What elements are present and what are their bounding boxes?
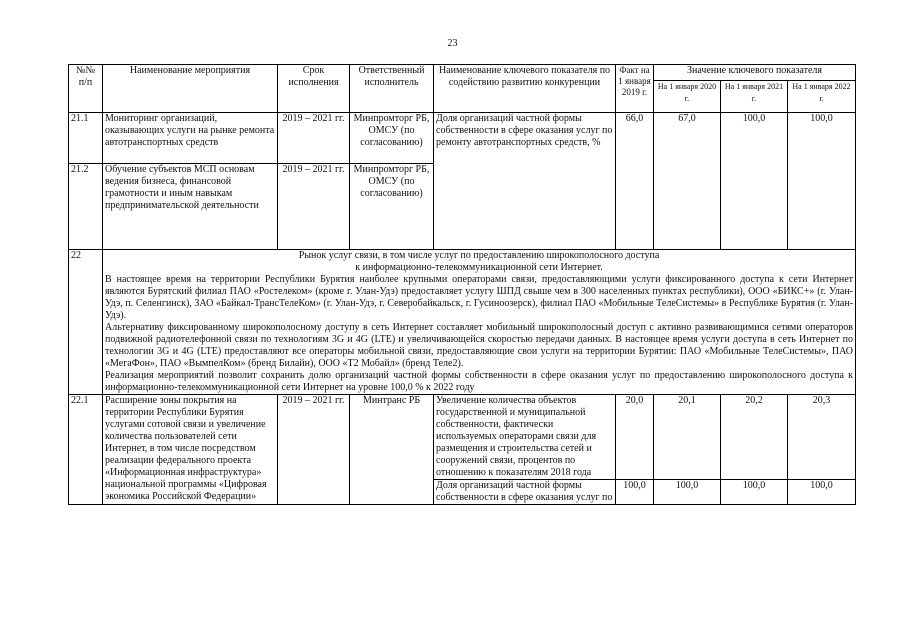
measure-name: Расширение зоны покрытия на территории Республики Бурятия услугами сотовой связи и увеличение количества пользователей сети Интернет, в том числе посредством реализации федерального проекта «Информационная инфраструктура» национальной программы «Цифровая экономика Российской Федерации» <box>103 395 278 505</box>
measure-term: 2019 – 2021 гг. <box>278 395 350 505</box>
section-title-line-2: к информационно-телекоммуникационной сети Интернет. <box>355 262 603 273</box>
table-row-22-1-a <box>69 395 856 480</box>
measure-name: Мониторинг организаций, оказывающих услуги на рынке ремонта автотранспортных средств <box>103 113 278 164</box>
section-paragraph-3: Реализация мероприятий позволит сохранить долю организаций частной формы собственности в сфере оказания услуг по предоставлению широкополосного доступа к информационно-телекоммуникационной сети Интернет на уровне 100,0 % к 2022 году <box>105 370 854 393</box>
header-year-2020: На 1 января 2020 г. <box>654 81 721 113</box>
indicator-name: Увеличение количества объектов государственной и муниципальной собственности, фактически используемых операторами связи для размещения и строительства сетей и сооружений связи, процентов по отношению к показателям 2018 года <box>434 395 616 480</box>
indicator-2022: 100,0 <box>788 113 856 250</box>
indicator-2020: 100,0 <box>654 480 721 505</box>
row-num: 21.1 <box>69 113 103 164</box>
header-num: №№ п/п <box>69 65 103 113</box>
measure-term: 2019 – 2021 гг. <box>278 113 350 164</box>
header-year-2021: На 1 января 2021 г. <box>721 81 788 113</box>
header-indicator: Наименование ключевого показателя по содействию развитию конкуренции <box>434 65 616 113</box>
indicator-2020: 20,1 <box>654 395 721 480</box>
indicator-2022: 100,0 <box>788 480 856 505</box>
indicator-2020: 67,0 <box>654 113 721 250</box>
header-name: Наименование мероприятия <box>103 65 278 113</box>
indicator-fact: 100,0 <box>616 480 654 505</box>
measures-table <box>68 64 856 505</box>
indicator-fact: 66,0 <box>616 113 654 250</box>
indicator-2021: 100,0 <box>721 113 788 250</box>
measure-executor: Минтранс РБ <box>350 395 434 505</box>
header-fact: Факт на 1 января 2019 г. <box>616 65 654 113</box>
section-paragraph-1: В настоящее время на территории Республики Бурятия наиболее крупными операторами связи, предоставляющими услуги фиксированного доступа к сети Интернет являются Бурятский филиал ПАО «Ростелеком» (кроме г. Улан-Удэ) предоставляет услугу ШПД свыше чем в 300 населенных пунктах республики), ООО «БИКС+» (г. Улан-Удэ, п. Селенгинск), ЗАО «Байкал-ТрансТелеКом» (г. Улан-Удэ, г. Северобайкальск, г. Гусиноозерск), филиал ПАО «Мобильные ТелеСистемы» в Республике Бурятия (г. Улан-Удэ). <box>105 274 854 321</box>
indicator-2021: 100,0 <box>721 480 788 505</box>
row-num: 22.1 <box>69 395 103 505</box>
header-row-1 <box>69 65 856 81</box>
section-title-line-1: Рынок услуг связи, в том числе услуг по предоставлению широкополосного доступа <box>298 250 660 261</box>
indicator-name: Доля организаций частной формы собственности в сфере оказания услуг по <box>434 480 616 505</box>
table-row-22-section <box>69 250 856 395</box>
measure-executor: Минпромторг РБ, ОМСУ (по согласованию) <box>350 164 434 250</box>
section-description <box>103 250 856 395</box>
page-number: 23 <box>447 38 458 49</box>
measure-name: Обучение субъектов МСП основам ведения бизнеса, финансовой грамотности и иным навыкам предпринимательской деятельности <box>103 164 278 250</box>
row-num: 21.2 <box>69 164 103 250</box>
indicator-2022: 20,3 <box>788 395 856 480</box>
header-year-2022: На 1 января 2022 г. <box>788 81 856 113</box>
measure-term: 2019 – 2021 гг. <box>278 164 350 250</box>
header-value-group: Значение ключевого показателя <box>654 65 856 81</box>
indicator-name: Доля организаций частной формы собственности в сфере оказания услуг по ремонту автотранспортных средств, % <box>434 113 616 250</box>
table-row-21-1 <box>69 113 856 164</box>
header-term: Срок исполнения <box>278 65 350 113</box>
indicator-fact: 20,0 <box>616 395 654 480</box>
section-paragraph-2: Альтернативу фиксированному широкополосному доступу в сеть Интернет составляет мобильный широкополосный доступ с активно развивающимися сетями операторов подвижной радиотелефонной связи по технологиям 3G и 4G (LTE) и увеличивающейся скоростью передачи данных. В настоящее время услуги доступа в сеть Интернет по технологии 3G и 4G (LTE) предоставляют все операторы мобильной связи, предоставляющие свои услуги на территории Бурятии: ПАО «Мобильные ТелеСистемы», ПАО «МегаФон», ПАО «ВымпелКом» (бренд Билайн), ООО «Т2 Мобайл» (бренд Теле2). <box>105 322 854 369</box>
header-executor: Ответственный исполнитель <box>350 65 434 113</box>
indicator-2021: 20,2 <box>721 395 788 480</box>
row-num: 22 <box>69 250 103 395</box>
measure-executor: Минпромторг РБ, ОМСУ (по согласованию) <box>350 113 434 164</box>
